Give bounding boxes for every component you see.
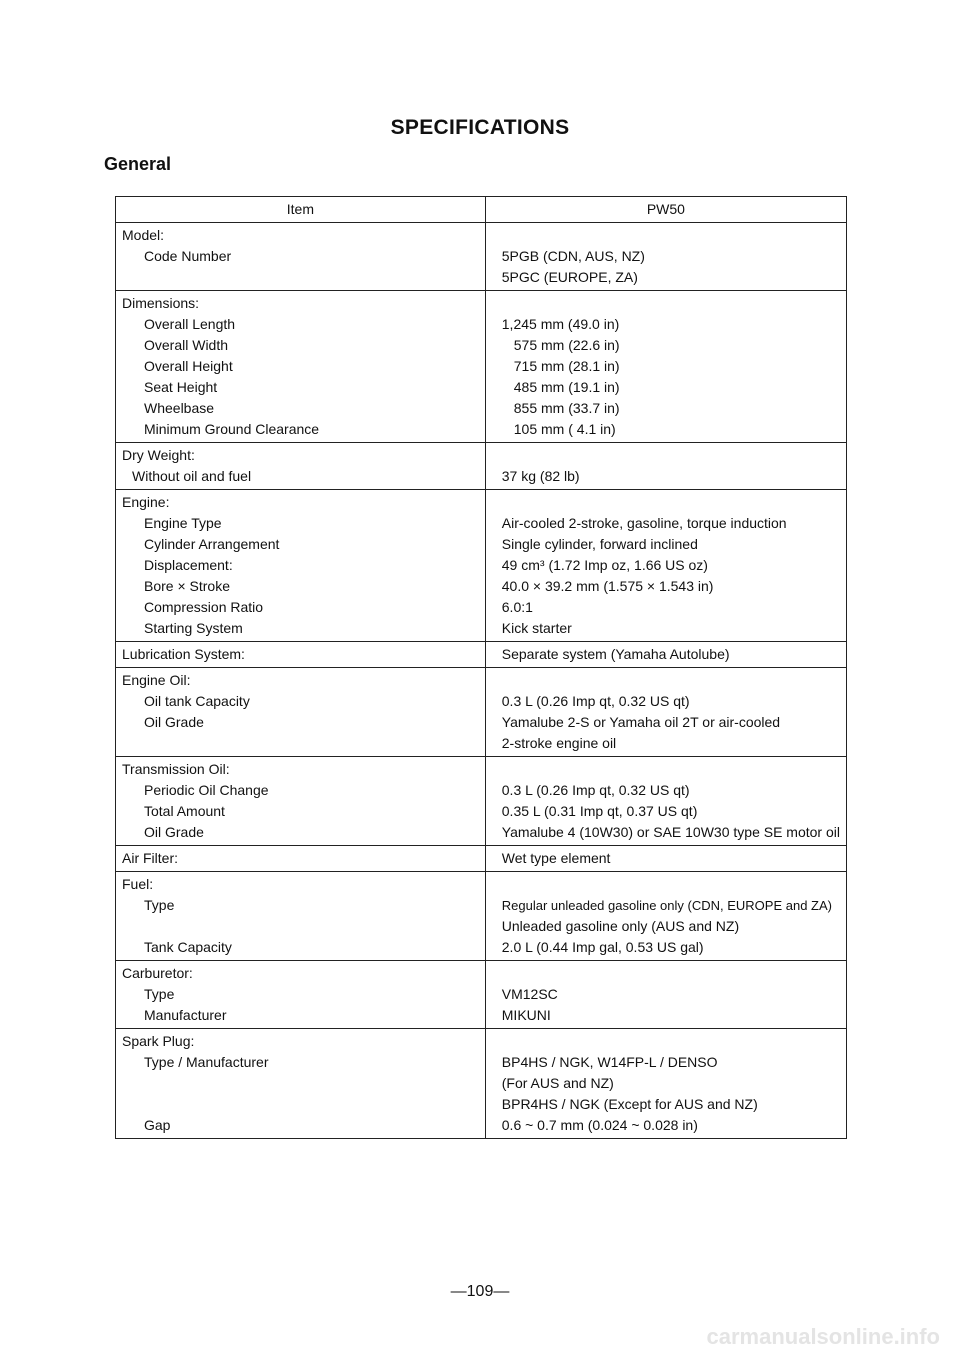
item-value: 715 mm (28.1 in) — [513, 358, 620, 374]
item-value: 5PGB (CDN, AUS, NZ) — [501, 248, 645, 264]
table-row — [116, 642, 847, 668]
item-label: Code Number — [144, 248, 232, 264]
item-value: Single cylinder, forward inclined — [501, 536, 698, 552]
value-cell — [485, 872, 846, 961]
item-label: Starting System — [144, 620, 243, 636]
table-row — [116, 668, 847, 757]
item-value: 105 mm ( 4.1 in) — [513, 421, 616, 437]
item-label — [122, 1094, 479, 1115]
item-value: 2-stroke engine oil — [501, 735, 617, 751]
table-row — [116, 757, 847, 846]
item-cell — [116, 223, 486, 291]
item-value: 575 mm (22.6 in) — [513, 337, 620, 353]
value-cell — [485, 490, 846, 642]
item-value: 6.0:1 — [501, 599, 533, 615]
watermark: carmanualsonline.info — [706, 1324, 940, 1349]
value-cell — [485, 757, 846, 846]
item-value: BPR4HS / NGK (Except for AUS and NZ) — [501, 1096, 758, 1112]
table-header-row — [116, 197, 847, 223]
item-label: Type / Manufacturer — [144, 1054, 269, 1070]
value-cell — [485, 642, 846, 668]
item-label: Engine Type — [144, 515, 222, 531]
item-value: 49 cm³ (1.72 Imp oz, 1.66 US oz) — [501, 557, 708, 573]
item-label: Overall Width — [144, 337, 229, 353]
value-cell — [485, 961, 846, 1029]
item-value: 40.0 × 39.2 mm (1.575 × 1.543 in) — [501, 578, 714, 594]
item-value: 0.3 L (0.26 Imp qt, 0.32 US qt) — [501, 693, 690, 709]
item-value: 0.35 L (0.31 Imp qt, 0.37 US qt) — [501, 803, 698, 819]
item-label: Without oil and fuel — [132, 468, 252, 484]
item-category: Fuel: — [122, 876, 154, 892]
section-heading: General — [104, 154, 172, 174]
item-label — [122, 916, 479, 937]
value-cell — [485, 668, 846, 757]
header-model: PW50 — [485, 197, 846, 223]
item-value — [492, 293, 840, 314]
item-label: Oil Grade — [144, 714, 204, 730]
item-label: Oil tank Capacity — [144, 693, 250, 709]
page-number: —109— — [450, 1283, 510, 1300]
item-value: Unleaded gasoline only (AUS and NZ) — [501, 918, 740, 934]
item-value: MIKUNI — [501, 1007, 551, 1023]
item-value: 0.6 ~ 0.7 mm (0.024 ~ 0.028 in) — [501, 1117, 698, 1133]
table-body — [116, 223, 847, 1139]
item-label: Total Amount — [144, 803, 225, 819]
item-value: Wet type element — [501, 850, 611, 866]
item-label: Tank Capacity — [144, 939, 232, 955]
item-cell — [116, 961, 486, 1029]
item-cell — [116, 757, 486, 846]
item-label: Oil Grade — [144, 824, 204, 840]
header-item: Item — [116, 197, 486, 223]
item-label: Compression Ratio — [144, 599, 264, 615]
value-cell — [485, 1029, 846, 1139]
item-value — [492, 492, 840, 513]
item-label — [122, 733, 479, 754]
item-value — [492, 225, 840, 246]
item-value: (For AUS and NZ) — [501, 1075, 614, 1091]
item-value — [492, 874, 840, 895]
item-category: Engine Oil: — [122, 672, 191, 688]
item-value: 855 mm (33.7 in) — [513, 400, 620, 416]
item-cell — [116, 490, 486, 642]
table-row — [116, 1029, 847, 1139]
table-row — [116, 223, 847, 291]
specifications-table — [115, 196, 847, 1139]
value-cell — [485, 846, 846, 872]
value-cell — [485, 291, 846, 443]
item-label: Bore × Stroke — [144, 578, 230, 594]
item-value — [492, 670, 840, 691]
item-value: 1,245 mm (49.0 in) — [501, 316, 620, 332]
item-category: Engine: — [122, 494, 170, 510]
table-row — [116, 961, 847, 1029]
item-label: Periodic Oil Change — [144, 782, 269, 798]
item-value: Kick starter — [501, 620, 572, 636]
item-label: Overall Length — [144, 316, 236, 332]
item-cell — [116, 846, 486, 872]
item-cell — [116, 291, 486, 443]
table-row — [116, 291, 847, 443]
table-row — [116, 846, 847, 872]
item-label: Overall Height — [144, 358, 233, 374]
item-label: Manufacturer — [144, 1007, 227, 1023]
page-title: SPECIFICATIONS — [390, 116, 570, 139]
item-category: Lubrication System: — [122, 646, 245, 662]
item-label: Displacement: — [144, 557, 233, 573]
item-category: Transmission Oil: — [122, 761, 230, 777]
item-category: Model: — [122, 227, 165, 243]
item-value: Regular unleaded gasoline only (CDN, EUROPE and ZA) — [501, 898, 832, 913]
item-value: 2.0 L (0.44 Imp gal, 0.53 US gal) — [501, 939, 704, 955]
item-value: BP4HS / NGK, W14FP-L / DENSO — [501, 1054, 718, 1070]
item-value: Yamalube 2-S or Yamaha oil 2T or air-cooled — [501, 714, 781, 730]
value-cell — [485, 443, 846, 490]
item-category: Dimensions: — [122, 295, 200, 311]
item-value: VM12SC — [501, 986, 558, 1002]
item-label: Cylinder Arrangement — [144, 536, 280, 552]
item-label: Minimum Ground Clearance — [144, 421, 320, 437]
item-value — [492, 963, 840, 984]
item-value — [492, 1031, 840, 1052]
item-category: Spark Plug: — [122, 1033, 195, 1049]
item-value: 37 kg (82 lb) — [501, 468, 580, 484]
item-value: Separate system (Yamaha Autolube) — [501, 646, 730, 662]
table-row — [116, 490, 847, 642]
item-cell — [116, 1029, 486, 1139]
value-cell — [485, 223, 846, 291]
item-value: Air-cooled 2-stroke, gasoline, torque induction — [501, 515, 787, 531]
table-row — [116, 872, 847, 961]
item-value: 5PGC (EUROPE, ZA) — [501, 269, 638, 285]
item-category: Air Filter: — [122, 850, 178, 866]
item-label: Wheelbase — [144, 400, 215, 416]
item-cell — [116, 443, 486, 490]
item-value: 485 mm (19.1 in) — [513, 379, 620, 395]
table-row — [116, 443, 847, 490]
item-label — [122, 1073, 479, 1094]
item-cell — [116, 872, 486, 961]
item-category: Carburetor: — [122, 965, 193, 981]
item-label: Gap — [144, 1117, 171, 1133]
item-cell — [116, 668, 486, 757]
item-label: Type — [144, 897, 175, 913]
item-value — [492, 445, 840, 466]
item-value: Yamalube 4 (10W30) or SAE 10W30 type SE motor oil — [501, 824, 840, 840]
item-cell — [116, 642, 486, 668]
item-label: Seat Height — [144, 379, 218, 395]
item-value — [492, 759, 840, 780]
item-value: 0.3 L (0.26 Imp qt, 0.32 US qt) — [501, 782, 690, 798]
item-label: Type — [144, 986, 175, 1002]
item-category: Dry Weight: — [122, 447, 195, 463]
